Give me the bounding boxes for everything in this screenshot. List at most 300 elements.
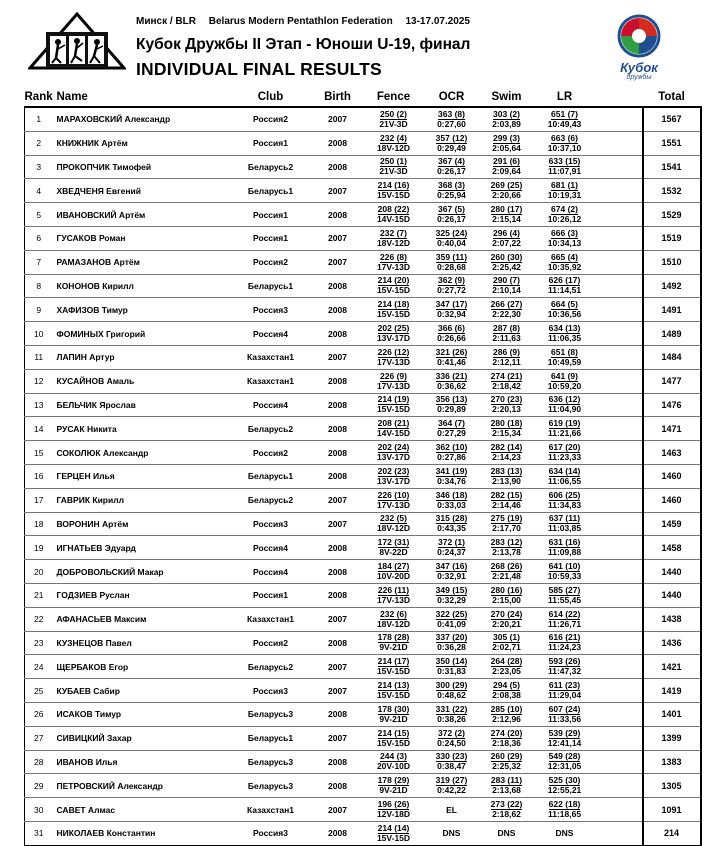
ocr-cell-points: 367 (4) [438, 156, 465, 167]
table-row [25, 131, 701, 155]
lr-cell-detail: 11:29,04 [547, 690, 582, 701]
rank-cell: 27 [25, 726, 53, 750]
club-cell: Россия3 [229, 298, 313, 322]
birth-cell: 2008 [313, 155, 363, 179]
spacer-cell [595, 179, 643, 203]
lr-cell [535, 155, 595, 179]
swim-cell [479, 679, 535, 703]
header-federation: Belarus Modern Pentathlon Federation [208, 16, 393, 27]
fence-cell-detail: 14V-15D [376, 428, 411, 439]
spacer-cell [595, 107, 643, 131]
lr-cell-points: 617 (20) [548, 442, 581, 453]
spacer-cell [595, 560, 643, 584]
total-cell: 1519 [643, 226, 701, 250]
ocr-cell-points: 363 (8) [438, 108, 465, 119]
lr-cell [535, 631, 595, 655]
fence-cell-detail: 13V-17D [376, 333, 411, 344]
swim-cell-points: 275 (19) [490, 513, 523, 524]
birth-cell: 2008 [313, 583, 363, 607]
fence-cell-detail: 17V-13D [376, 499, 411, 510]
table-row [25, 179, 701, 203]
club-cell: Россия4 [229, 560, 313, 584]
fence-cell-points: 202 (23) [377, 465, 410, 476]
fence-cell-points: 214 (18) [377, 299, 410, 310]
total-cell: 1460 [643, 488, 701, 512]
spacer-cell [595, 417, 643, 441]
fence-cell [363, 679, 425, 703]
lr-cell [535, 417, 595, 441]
swim-cell [479, 488, 535, 512]
lr-cell [535, 274, 595, 298]
total-cell: 1476 [643, 393, 701, 417]
swim-cell-detail: 2:18,62 [492, 809, 521, 819]
spacer-cell [595, 226, 643, 250]
swim-cell [479, 345, 535, 369]
ocr-cell-detail: 0:29,89 [437, 404, 466, 415]
lr-cell [535, 464, 595, 488]
lr-cell [535, 441, 595, 465]
birth-cell: 2007 [313, 655, 363, 679]
ocr-cell-detail: 0:24,37 [437, 547, 466, 558]
birth-cell: 2007 [313, 607, 363, 631]
rank-cell: 3 [25, 155, 53, 179]
fence-cell-detail: 17V-13D [376, 594, 411, 605]
spacer-cell [595, 702, 643, 726]
lr-cell-detail: 10:35,92 [547, 261, 582, 272]
birth-cell: 2008 [313, 631, 363, 655]
col-birth: Birth [313, 88, 363, 107]
total-cell: 1401 [643, 702, 701, 726]
lr-cell-detail: 11:06,55 [547, 475, 582, 486]
ocr-cell-points: 356 (13) [435, 394, 468, 405]
fence-cell [363, 298, 425, 322]
ocr-cell-points: 300 (29) [435, 680, 468, 691]
club-cell: Беларусь2 [229, 655, 313, 679]
ocr-cell [425, 107, 479, 131]
swim-cell [479, 298, 535, 322]
swim-cell [479, 131, 535, 155]
lr-cell-detail: 11:18,65 [547, 809, 582, 819]
lr-cell [535, 607, 595, 631]
fence-cell [363, 203, 425, 227]
ocr-cell-detail: 0:29,49 [437, 142, 466, 153]
birth-cell: 2008 [313, 298, 363, 322]
swim-cell-points: 274 (21) [490, 370, 523, 381]
swim-cell-detail: 2:12,11 [492, 356, 521, 367]
table-row [25, 155, 701, 179]
swim-cell-detail: 2:21,48 [492, 571, 521, 582]
ocr-cell [425, 274, 479, 298]
fence-cell-points: 208 (22) [377, 204, 410, 215]
swim-cell-points: 280 (18) [490, 418, 523, 429]
fence-cell-points: 232 (5) [380, 513, 407, 524]
birth-cell: 2008 [313, 750, 363, 774]
club-cell: Казахстан1 [229, 798, 313, 822]
fence-cell-detail: 15V-15D [376, 666, 411, 677]
swim-cell-points: 274 (20) [490, 727, 523, 738]
fence-cell [363, 750, 425, 774]
spacer-cell [595, 798, 643, 822]
swim-cell-points: 287 (8) [493, 323, 520, 334]
lr-cell-points: 633 (15) [548, 156, 581, 167]
fence-cell-points: 244 (3) [380, 751, 407, 762]
rank-cell: 17 [25, 488, 53, 512]
lr-cell-detail: 12:55,21 [547, 785, 582, 796]
fence-cell-detail: 9V-21D [379, 785, 408, 796]
table-row [25, 536, 701, 560]
swim-cell-detail: 2:05,64 [492, 142, 521, 153]
results-header [0, 0, 720, 88]
birth-cell: 2007 [313, 679, 363, 703]
fence-cell [363, 393, 425, 417]
rank-cell: 26 [25, 702, 53, 726]
rank-cell: 20 [25, 560, 53, 584]
lr-cell [535, 774, 595, 798]
swim-cell-detail: 2:14,23 [492, 452, 521, 463]
ocr-cell-points: 315 (28) [435, 513, 468, 524]
ocr-cell-points: 325 (24) [435, 227, 468, 238]
swim-cell [479, 536, 535, 560]
swim-cell [479, 322, 535, 346]
fence-cell [363, 583, 425, 607]
club-cell: Беларусь2 [229, 155, 313, 179]
lr-cell-points: 611 (23) [548, 680, 581, 691]
swim-cell-detail: 2:25,32 [492, 761, 521, 772]
swim-cell-points: 269 (25) [490, 180, 523, 191]
lr-cell-detail: 12:41,14 [547, 737, 582, 748]
fence-cell-points: 232 (4) [380, 132, 407, 143]
fence-cell-detail: 18V-12D [376, 618, 411, 629]
lr-cell [535, 369, 595, 393]
ocr-cell-detail: 0:27,29 [437, 428, 466, 439]
swim-cell [479, 203, 535, 227]
ocr-cell [425, 322, 479, 346]
fence-cell [363, 274, 425, 298]
col-club: Club [229, 88, 313, 107]
fence-cell-points: 178 (29) [377, 775, 410, 786]
athlete-name: ИГНАТЬЕВ Эдуард [53, 536, 229, 560]
swim-cell-detail: 2:10,14 [492, 285, 521, 296]
lr-cell-points: 665 (4) [551, 251, 578, 262]
swim-cell-points: 286 (9) [493, 346, 520, 357]
ocr-cell-points: 359 (11) [435, 251, 468, 262]
ocr-cell-detail: 0:41,46 [437, 356, 466, 367]
fence-cell-detail: 15V-15D [376, 190, 411, 201]
athlete-name: ЛАПИН Артур [53, 345, 229, 369]
table-row [25, 702, 701, 726]
birth-cell: 2007 [313, 250, 363, 274]
birth-cell: 2008 [313, 322, 363, 346]
table-row [25, 679, 701, 703]
ocr-cell-detail: 0:31,83 [437, 666, 466, 677]
lr-cell-points: 585 (27) [548, 584, 581, 595]
birth-cell: 2008 [313, 417, 363, 441]
lr-cell-points: 616 (21) [548, 632, 581, 643]
birth-cell: 2008 [313, 464, 363, 488]
lr-cell [535, 298, 595, 322]
birth-cell: 2007 [313, 179, 363, 203]
fence-cell-points: 196 (26) [377, 799, 410, 809]
fence-cell-detail: 17V-13D [376, 380, 411, 391]
lr-cell [535, 131, 595, 155]
fence-cell [363, 322, 425, 346]
ocr-cell [425, 536, 479, 560]
lr-cell-detail: 11:14,51 [547, 285, 582, 296]
ocr-cell-detail: 0:38,26 [437, 713, 466, 724]
ocr-cell-detail: 0:41,09 [437, 618, 466, 629]
lr-cell-points: 606 (25) [548, 489, 581, 500]
swim-cell-detail: 2:15,00 [492, 594, 521, 605]
swim-cell [479, 417, 535, 441]
lr-cell-points: 607 (24) [548, 703, 581, 714]
fence-cell [363, 155, 425, 179]
rank-cell: 28 [25, 750, 53, 774]
fence-cell-points: 202 (25) [377, 323, 410, 334]
table-row [25, 750, 701, 774]
athlete-name: ВОРОНИН Артём [53, 512, 229, 536]
fence-cell-points: 214 (15) [377, 727, 410, 738]
swim-cell-detail: 2:12,96 [492, 713, 521, 724]
ocr-cell-detail: 0:33,03 [437, 499, 466, 510]
athlete-name: ХВЕДЧЕНЯ Евгений [53, 179, 229, 203]
club-cell: Россия2 [229, 250, 313, 274]
lr-cell-points: 539 (29) [548, 727, 581, 738]
lr-cell-points: 636 (12) [548, 394, 581, 405]
club-cell: Россия1 [229, 203, 313, 227]
lr-cell-detail: 11:04,90 [547, 404, 582, 415]
rank-cell: 9 [25, 298, 53, 322]
swim-cell-points: 283 (12) [490, 537, 523, 548]
ocr-cell-points: 337 (20) [435, 632, 468, 643]
swim-cell-points: 282 (15) [490, 489, 523, 500]
fence-cell [363, 345, 425, 369]
fence-cell-detail: 15V-15D [376, 285, 411, 296]
fence-cell-points: 202 (24) [377, 442, 410, 453]
swim-cell-detail: 2:13,90 [492, 475, 521, 486]
spacer-cell [595, 298, 643, 322]
swim-cell-detail: 2:08,38 [492, 690, 521, 701]
ocr-cell [425, 655, 479, 679]
table-row [25, 488, 701, 512]
lr-cell [535, 655, 595, 679]
swim-cell-detail: 2:15,14 [492, 214, 521, 225]
table-row [25, 607, 701, 631]
total-cell: 1091 [643, 798, 701, 822]
logo-word: Кубок [620, 60, 658, 75]
lr-cell-detail: 11:24,23 [547, 642, 582, 653]
table-row [25, 226, 701, 250]
col-swim: Swim [479, 88, 535, 107]
athlete-name: КУБАЕВ Сабир [53, 679, 229, 703]
ocr-cell-points: 362 (10) [435, 442, 468, 453]
athlete-name: РУСАК Никита [53, 417, 229, 441]
ocr-cell: DNS [425, 821, 479, 845]
swim-cell-detail: 2:15,34 [492, 428, 521, 439]
athlete-name: ЩЕРБАКОВ Егор [53, 655, 229, 679]
spacer-cell [595, 393, 643, 417]
fence-cell-detail: 21V-3D [379, 118, 408, 129]
swim-cell [479, 631, 535, 655]
lr-cell-detail: 11:07,91 [547, 166, 582, 177]
club-cell: Россия1 [229, 226, 313, 250]
ocr-cell-detail: 0:27,72 [437, 285, 466, 296]
fence-cell [363, 512, 425, 536]
lr-cell-detail: 10:37,10 [547, 142, 582, 153]
fence-cell-points: 184 (27) [377, 561, 410, 572]
swim-cell-points: 291 (6) [493, 156, 520, 167]
table-header-row [25, 88, 701, 107]
lr-cell [535, 583, 595, 607]
fence-cell-detail: 18V-12D [376, 523, 411, 534]
birth-cell: 2008 [313, 441, 363, 465]
club-cell: Россия1 [229, 131, 313, 155]
fence-cell [363, 488, 425, 512]
lr-cell-points: 626 (17) [548, 275, 581, 286]
athlete-name: КОНОНОВ Кирилл [53, 274, 229, 298]
fence-cell-detail: 14V-15D [376, 214, 411, 225]
lr-cell-points: 641 (9) [551, 370, 578, 381]
swim-cell-detail: 2:14,46 [492, 499, 521, 510]
fence-cell-points: 226 (8) [380, 251, 407, 262]
swim-cell-points: 283 (13) [490, 465, 523, 476]
rank-cell: 5 [25, 203, 53, 227]
fence-cell [363, 441, 425, 465]
lr-cell-points: 525 (30) [548, 775, 581, 786]
rank-cell: 24 [25, 655, 53, 679]
athlete-name: РАМАЗАНОВ Артём [53, 250, 229, 274]
lr-cell-points: 593 (26) [548, 656, 581, 667]
ocr-cell-detail: 0:43,35 [437, 523, 466, 534]
athlete-name: ГЕРЦЕН Илья [53, 464, 229, 488]
ocr-cell-points: 350 (14) [435, 656, 468, 667]
athlete-name: ГАВРИК Кирилл [53, 488, 229, 512]
total-cell: 214 [643, 821, 701, 845]
fence-cell-detail: 15V-15D [376, 404, 411, 415]
lr-cell-detail: 11:34,83 [547, 499, 582, 510]
spacer-cell [595, 250, 643, 274]
athlete-name: ХАФИЗОВ Тимур [53, 298, 229, 322]
total-cell: 1460 [643, 464, 701, 488]
lr-cell-points: 631 (16) [548, 537, 581, 548]
rank-cell: 31 [25, 821, 53, 845]
swim-cell-points: 305 (1) [493, 632, 520, 643]
club-cell: Россия2 [229, 107, 313, 131]
birth-cell: 2008 [313, 274, 363, 298]
col-fence: Fence [363, 88, 425, 107]
lr-cell [535, 226, 595, 250]
ocr-cell [425, 750, 479, 774]
rank-cell: 30 [25, 798, 53, 822]
ocr-cell-points: 357 (12) [435, 132, 468, 143]
lr-cell [535, 488, 595, 512]
spacer-cell [595, 726, 643, 750]
ocr-cell-detail: 0:26,66 [437, 333, 466, 344]
club-cell: Беларусь3 [229, 774, 313, 798]
ocr-cell [425, 298, 479, 322]
ocr-cell-detail: 0:40,04 [437, 237, 466, 248]
total-cell: 1567 [643, 107, 701, 131]
table-row [25, 655, 701, 679]
fence-cell-detail: 13V-17D [376, 452, 411, 463]
birth-cell: 2008 [313, 536, 363, 560]
lr-cell-detail: 10:59,33 [547, 571, 582, 582]
swim-cell-points: 280 (17) [490, 204, 523, 215]
lr-cell [535, 798, 595, 822]
ocr-cell [425, 179, 479, 203]
birth-cell: 2008 [313, 203, 363, 227]
total-cell: 1489 [643, 322, 701, 346]
fence-cell-detail: 15V-15D [376, 690, 411, 701]
swim-cell-detail: 2:22,30 [492, 309, 521, 320]
rank-cell: 22 [25, 607, 53, 631]
ocr-cell-detail: 0:26,17 [437, 166, 466, 177]
swim-cell-detail: 2:09,64 [492, 166, 521, 177]
lr-cell-points: 651 (7) [551, 108, 578, 119]
swim-cell-detail: 2:13,68 [492, 785, 521, 796]
birth-cell: 2008 [313, 560, 363, 584]
lr-cell-detail: 10:34,13 [547, 237, 582, 248]
lr-cell-points: 637 (11) [548, 513, 581, 524]
ocr-cell [425, 131, 479, 155]
table-row [25, 631, 701, 655]
ocr-cell-points: 319 (27) [435, 775, 468, 786]
club-cell: Беларусь3 [229, 750, 313, 774]
athlete-name: ИВАНОВСКИЙ Артём [53, 203, 229, 227]
swim-cell-detail: 2:20,21 [492, 618, 521, 629]
birth-cell: 2008 [313, 774, 363, 798]
birth-cell: 2007 [313, 798, 363, 822]
ocr-cell-detail: 0:32,29 [437, 594, 466, 605]
table-row [25, 464, 701, 488]
lr-cell [535, 345, 595, 369]
total-cell: 1440 [643, 560, 701, 584]
athlete-name: МАРАХОВСКИЙ Александр [53, 107, 229, 131]
total-cell: 1305 [643, 774, 701, 798]
rank-cell: 15 [25, 441, 53, 465]
total-cell: 1436 [643, 631, 701, 655]
swim-cell [479, 726, 535, 750]
athlete-name: НИКОЛАЕВ Константин [53, 821, 229, 845]
total-cell: 1463 [643, 441, 701, 465]
ocr-cell-points: 330 (23) [435, 751, 468, 762]
lr-cell: DNS [535, 821, 595, 845]
fence-cell [363, 107, 425, 131]
ocr-cell-points: 349 (15) [435, 584, 468, 595]
lr-cell [535, 702, 595, 726]
ocr-cell [425, 702, 479, 726]
club-cell: Россия3 [229, 512, 313, 536]
spacer-cell [595, 155, 643, 179]
ocr-cell-detail: 0:32,94 [437, 309, 466, 320]
table-row [25, 774, 701, 798]
athlete-name: СОКОЛЮК Александр [53, 441, 229, 465]
swim-cell [479, 464, 535, 488]
lr-cell-detail: 11:06,35 [547, 333, 582, 344]
lr-cell-detail: 12:31,05 [547, 761, 582, 772]
fence-cell-points: 208 (21) [377, 418, 410, 429]
fence-cell-detail: 13V-17D [376, 475, 411, 486]
swim-cell-points: 294 (5) [493, 680, 520, 691]
lr-cell-points: 619 (19) [548, 418, 581, 429]
col-ocr: OCR [425, 88, 479, 107]
lr-cell-detail: 11:55,45 [547, 594, 582, 605]
swim-cell [479, 226, 535, 250]
lr-cell [535, 393, 595, 417]
ocr-cell [425, 607, 479, 631]
fence-cell [363, 798, 425, 822]
birth-cell: 2007 [313, 512, 363, 536]
fence-cell [363, 536, 425, 560]
